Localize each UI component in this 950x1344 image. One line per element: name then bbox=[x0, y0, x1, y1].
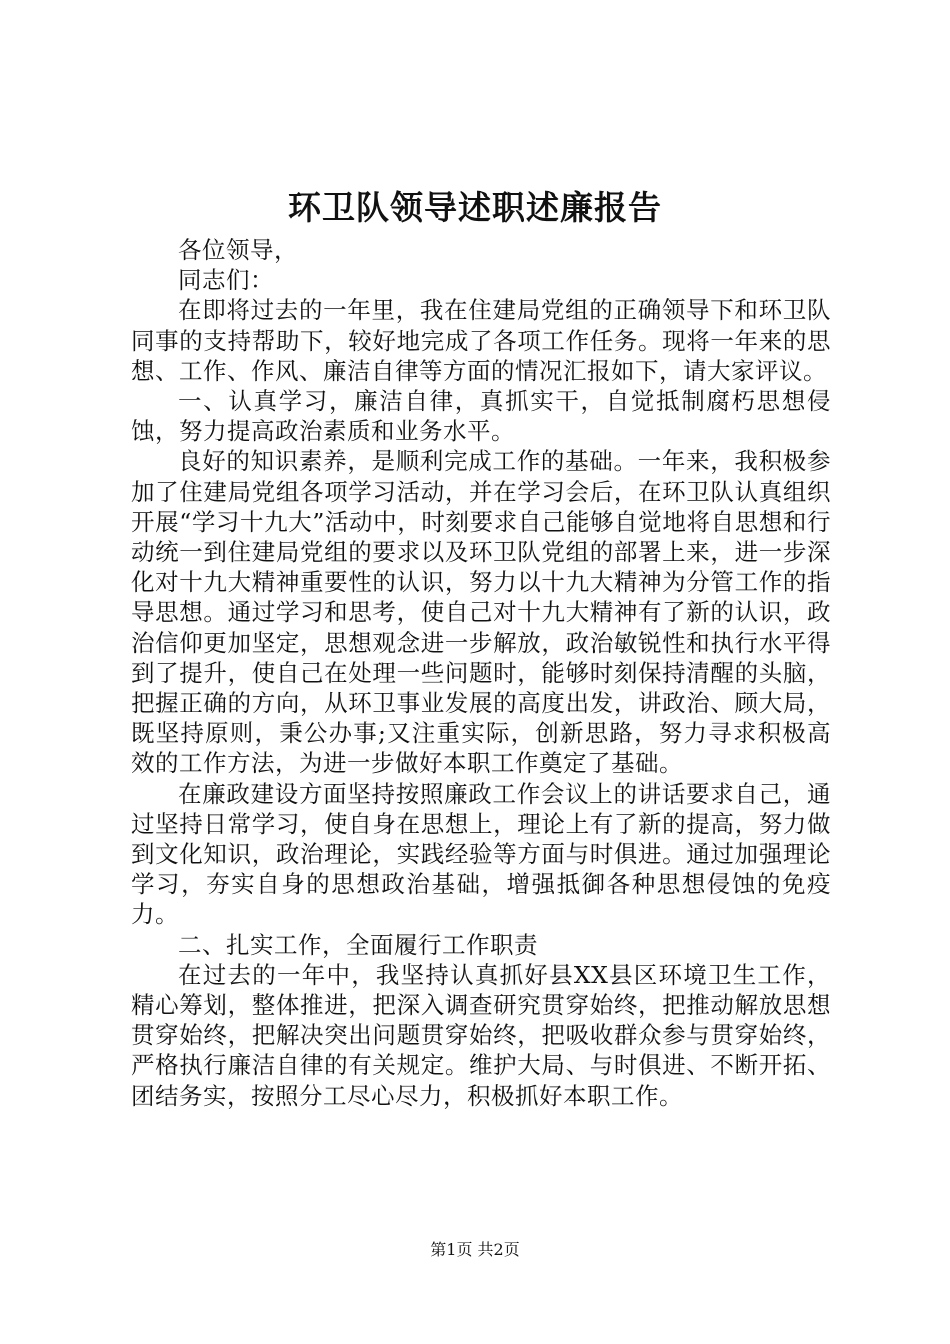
integrity-paragraph: 在廉政建设方面坚持按照廉政工作会议上的讲话要求自己，通过坚持日常学习，使自身在思想上，理论上有了新的提高，努力做到文化知识，政治理论，实践经验等方面与时俱进。通过加强理论学习，夯实自身的思想政治基础，增强抵御各种思想侵蚀的免疫力。 bbox=[131, 779, 831, 929]
salutation-comrades: 同志们： bbox=[178, 266, 274, 295]
salutation-leaders: 各位领导， bbox=[178, 236, 298, 264]
section-heading-two: 二、扎实工作，全面履行工作职责 bbox=[178, 930, 538, 959]
study-paragraph: 良好的知识素养，是顺利完成工作的基础。一年来，我积极参加了住建局党组各项学习活动，并在学习会后，在环卫队认真组织开展“学习十九大”活动中，时刻要求自己能够自觉地将自思想和行动统一到住建局党组的要求以及环卫队党组的部署上来，进一步深化对十九大精神重要性的认识，努力以十九大精神为分管工作的指导思想。通过学习和思考，使自己对十九大精神有了新的认识，政治信仰更加坚定，思想观念进一步解放，政治敏锐性和执行水平得到了提升，使自己在处理一些问题时，能够时刻保持清醒的头脑，把握正确的方向，从环卫事业发展的高度出发，讲政治、顾大局，既坚持原则，秉公办事;又注重实际，创新思路，努力寻求积极高效的工作方法，为进一步做好本职工作奠定了基础。 bbox=[131, 447, 831, 778]
intro-paragraph: 在即将过去的一年里，我在住建局党组的正确领导下和环卫队同事的支持帮助下，较好地完成了各项工作任务。现将一年来的思想、工作、作风、廉洁自律等方面的情况汇报如下，请大家评议。 bbox=[131, 296, 831, 385]
page-indicator: 第1页 共2页 bbox=[430, 1240, 520, 1259]
section-heading-one: 一、认真学习，廉洁自律，真抓实干，自觉抵制腐朽思想侵蚀，努力提高政治素质和业务水平。 bbox=[131, 387, 831, 446]
document-title: 环卫队领导述职述廉报告 bbox=[288, 188, 662, 227]
document-body bbox=[131, 235, 831, 1111]
work-paragraph: 在过去的一年中，我坚持认真抓好县XX县区环境卫生工作，精心筹划，整体推进，把深入调查研究贯穿始终，把推动解放思想贯穿始终，把解决突出问题贯穿始终，把吸收群众参与贯穿始终，严格执行廉洁自律的有关规定。维护大局、与时俱进、不断开拓、团结务实，按照分工尽心尽力，积极抓好本职工作。 bbox=[131, 960, 831, 1110]
